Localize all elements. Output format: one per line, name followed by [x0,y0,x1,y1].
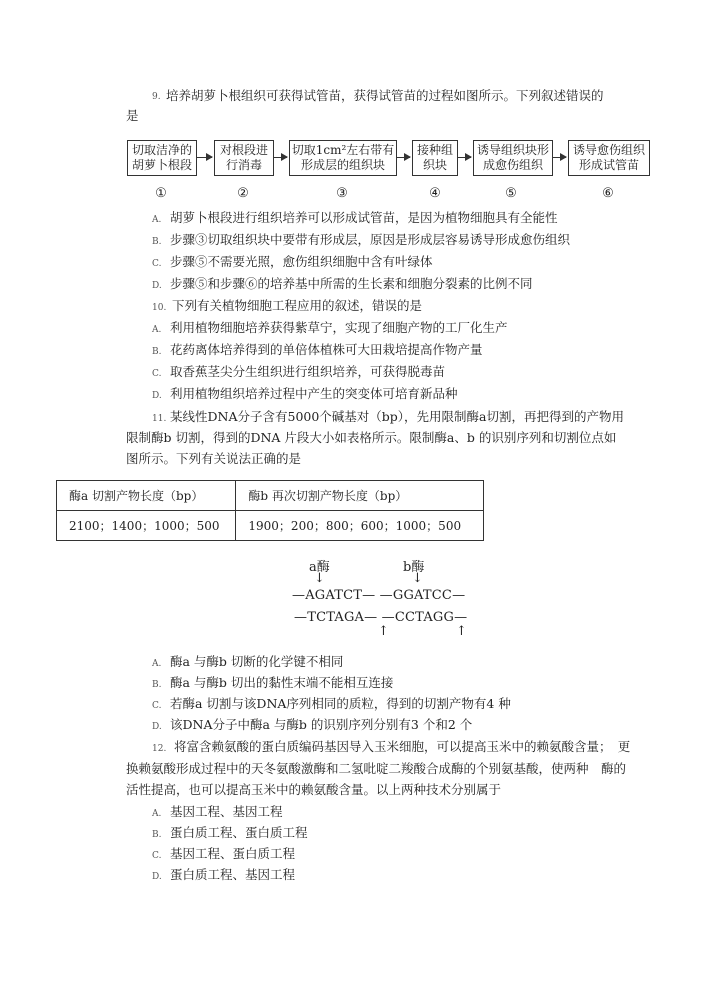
q11-option-d: 该DNA分子中酶a 与酶b 的识别序列分别有3 个和2 个 [170,717,473,732]
q10-option-b: 花药离体培养得到的单倍体植株可大田栽培提高作物产量 [170,342,483,357]
q12-option-b-letter: B. [152,830,162,840]
q12-stem-line1: 将富含赖氨酸的蛋白质编码基因导入玉米细胞，可以提高玉米中的赖氨酸含量； 更 [174,739,631,754]
q10-option-d: 利用植物组织培养过程中产生的突变体可培育新品种 [170,386,458,401]
q11-option-c: 若酶a 切割与该DNA序列相同的质粒，得到的切割产物有4 种 [170,696,511,711]
flow-step-4: 接种组织块 [412,140,458,176]
enzyme-cut-table [56,480,484,541]
q12-option-b: 蛋白质工程、蛋白质工程 [170,825,308,840]
q9-option-d-letter: D. [152,281,162,291]
q11-stem-line1: 某线性DNA分子含有5000个碱基对（bp），先用限制酶a切割，再把得到的产物用 [170,409,625,424]
q11-option-d-letter: D. [152,722,162,732]
q10-option-a: 利用植物细胞培养获得紫草宁，实现了细胞产物的工厂化生产 [170,320,508,335]
flow-step-3-number: ③ [336,186,348,201]
q9-option-a-letter: A. [152,215,162,225]
q9-option-b-letter: B. [152,237,162,247]
q9-option-a: 胡萝卜根段进行组织培养可以形成试管苗，是因为植物细胞具有全能性 [170,210,558,225]
flow-step-1-number: ① [155,186,167,201]
flow-step-5-number: ⑤ [505,186,517,201]
q12-option-a: 基因工程、基因工程 [170,804,283,819]
flow-arrow-4 [457,157,471,158]
table-header-b: 酶b 再次切割产物长度（bp） [236,481,484,511]
q11-stem-line3: 图所示。下列有关说法正确的是 [126,451,302,466]
dna-top-strand: —AGATCT— —GGATCC— [292,588,466,603]
flow-arrow-5 [552,157,566,158]
enzyme-b-label: b酶 [403,560,425,575]
flow-step-2-number: ② [237,186,249,201]
q9-option-c: 步骤⑤不需要光照，愈伤组织细胞中含有叶绿体 [170,254,433,269]
q10-option-c-letter: C. [152,369,162,379]
q11-option-a-letter: A. [152,659,162,669]
flow-step-3: 切取1cm²左右带有形成层的组织块 [289,140,397,176]
flow-step-2: 对根段进行消毒 [214,140,274,176]
enzyme-a-bottom-cut-arrow-icon: ↑ [378,624,389,639]
table-header-row [57,481,484,511]
q12-option-c-letter: C. [152,851,162,861]
flow-arrow-1 [196,157,212,158]
flow-step-4-number: ④ [429,186,441,201]
table-cell-a: 2100；1400；1000；500 [57,511,236,541]
q11-option-c-letter: C. [152,701,162,711]
q10-stem: 下列有关植物细胞工程应用的叙述，错误的是 [172,298,423,313]
q12-option-a-letter: A. [152,809,162,819]
q11-option-b: 酶a 与酶b 切出的黏性末端不能相互连接 [170,675,394,690]
table-header-a: 酶a 切割产物长度（bp） [57,481,236,511]
q9-option-c-letter: C. [152,259,162,269]
q9-option-d: 步骤⑤和步骤⑥的培养基中所需的生长素和细胞分裂素的比例不同 [170,276,533,291]
q11-number: 11. [152,414,167,424]
q11-stem-line2: 限制酶b 切割，得到的DNA 片段大小如表格所示。限制酶a、b 的识别序列和切割位点如 [126,430,617,445]
q12-stem-line3: 活性提高，也可以提高玉米中的赖氨酸含量。以上两种技术分别属于 [126,782,502,797]
flow-arrow-3 [396,157,410,158]
q10-option-a-letter: A. [152,325,162,335]
q12-number: 12. [152,744,167,754]
flow-step-5: 诱导组织块形成愈伤组织 [473,140,553,176]
q9-option-b: 步骤③切取组织块中要带有形成层，原因是形成层容易诱导形成愈伤组织 [170,232,571,247]
q9-number: 9. [152,92,161,102]
enzyme-a-cut-arrow-icon: ↓ [314,571,325,586]
enzyme-b-bottom-cut-arrow-icon: ↑ [456,624,467,639]
q10-option-d-letter: D. [152,391,162,401]
flow-step-6: 诱导愈伤组织形成试管苗 [568,140,650,176]
q10-option-c: 取香蕉茎尖分生组织进行组织培养，可获得脱毒苗 [170,364,446,379]
q10-number: 10. [152,303,167,313]
q12-option-c: 基因工程、蛋白质工程 [170,846,296,861]
table-row [57,511,484,541]
q10-option-b-letter: B. [152,347,162,357]
enzyme-a-label: a酶 [309,560,330,575]
q9-stem-line2: 是 [126,108,139,123]
q12-option-d: 蛋白质工程、基因工程 [170,867,296,882]
q12-option-d-letter: D. [152,872,162,882]
dna-bottom-strand: —TCTAGA— —CCTAGG— [294,610,468,625]
flow-arrow-2 [273,157,287,158]
flow-step-1: 切取洁净的胡萝卜根段 [127,140,197,176]
q12-stem-line2: 换赖氨酸形成过程中的天冬氨酸激酶和二氢吡啶二羧酸合成酶的个别氨基酸，使两种 酶的 [126,761,627,776]
enzyme-b-cut-arrow-icon: ↓ [412,571,423,586]
q9-stem-line1: 培养胡萝卜根组织可获得试管苗，获得试管苗的过程如图所示。下列叙述错误的 [166,88,604,103]
q11-option-a: 酶a 与酶b 切断的化学键不相同 [170,654,344,669]
q11-option-b-letter: B. [152,680,162,690]
flow-step-6-number: ⑥ [602,186,614,201]
table-cell-b: 1900；200；800；600；1000；500 [236,511,484,541]
